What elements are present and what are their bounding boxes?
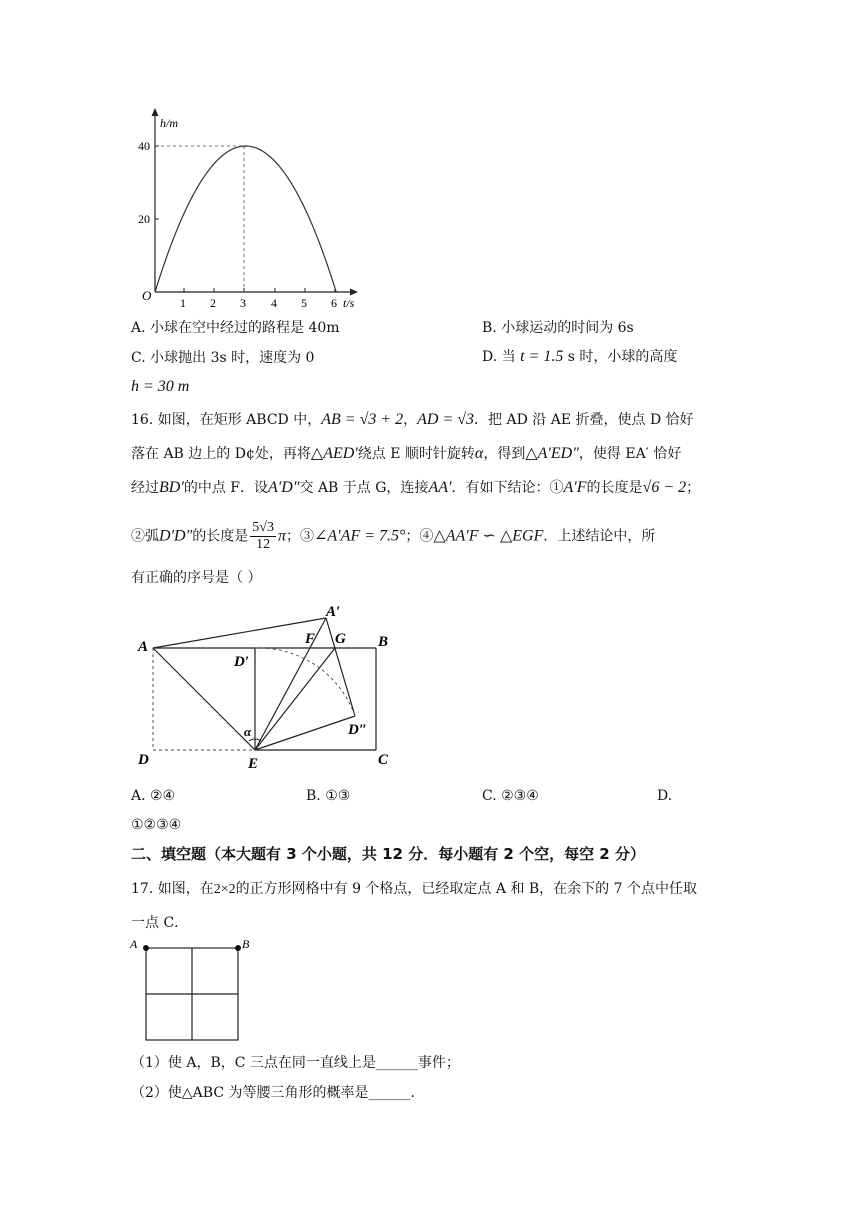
q16-math: A′D″ (268, 479, 300, 496)
q16-option-a: A. ②④ (131, 788, 176, 804)
rectangle-fold-figure (130, 598, 400, 770)
q16-text: 经过 (131, 480, 159, 496)
label-a: A (138, 639, 149, 655)
q16-math: △AA′F ∽ △EGF (433, 527, 544, 545)
x-tick-3: 3 (240, 296, 246, 310)
label-f: F (305, 631, 316, 647)
label-g: G (335, 631, 346, 647)
y-axis-arrow (152, 108, 159, 116)
q16-option-c: C. ②③④ (482, 788, 539, 804)
q16-math: AA′ (428, 479, 452, 496)
q16-math-ab: AB = √3 + 2 (321, 411, 404, 428)
q15-option-d-math: t = 1.5 (520, 348, 564, 365)
q16-text: 的长度是 (192, 528, 249, 545)
label-c: C (378, 752, 389, 768)
q16-text: 落在 AB 边上的 D¢处，再将 (131, 446, 311, 462)
q16-text: ．上述结论中，所 (543, 528, 656, 545)
q16-line-3 (131, 478, 700, 498)
q15-option-b: B. 小球运动的时间为 6s (482, 320, 634, 336)
height-time-graph (130, 100, 370, 310)
label-d-prime: D′ (234, 654, 250, 670)
point-a (143, 945, 149, 951)
q16-line-2 (131, 444, 681, 464)
q16-text: ．把 AD 沿 AE 折叠，使点 D 恰好 (474, 412, 694, 428)
q15-option-d-suffix: s 时，小球的高度 (567, 349, 678, 365)
q16-text: 16. 如图，在矩形 ABCD 中， (131, 412, 322, 428)
q16-text: 交 AB 于点 G，连接 (299, 480, 429, 496)
q17-line-1 (131, 879, 697, 900)
grid-label-a: A (130, 937, 138, 951)
label-d: D (138, 752, 149, 768)
q16-text: ；③ (285, 528, 314, 545)
q16-text: ，使得 EA′ 恰好 (578, 446, 682, 462)
origin-label: O (142, 288, 152, 303)
q17-sub-1: （1）使 A，B，C 三点在同一直线上是______事件； (131, 1055, 460, 1071)
x-tick-6: 6 (331, 296, 337, 310)
q16-math-alpha: α (474, 445, 484, 462)
section-heading: 二、填空题（本大题有 3 个小题，共 12 分．每小题有 2 个空，每空 2 分） (131, 845, 645, 863)
fraction-denominator: 12 (256, 537, 271, 552)
x-tick-5: 5 (301, 296, 307, 310)
label-b: B (378, 634, 389, 650)
parabola-curve (155, 146, 336, 292)
y-tick-20: 20 (138, 212, 150, 226)
q15-option-d-continued: h = 30 m (131, 378, 190, 395)
q16-math-pi: π (277, 527, 286, 545)
y-tick-40: 40 (138, 139, 150, 153)
q17-text: 17. 如图，在 (131, 881, 214, 897)
point-b (235, 945, 241, 951)
label-e: E (248, 756, 259, 770)
q15-option-d-prefix: D. 当 (482, 349, 516, 365)
q16-fraction (250, 520, 276, 553)
q16-math: △A′ED″ (525, 445, 579, 462)
label-a-prime: A′ (326, 604, 341, 620)
q17-line-2: 一点 C． (131, 915, 189, 931)
q17-text: 的正方形网格中有 9 个格点，已经取定点 A 和 B，在余下的 7 个点中任取 (235, 881, 697, 897)
x-axis-arrow (350, 289, 358, 296)
q16-line-4 (131, 520, 655, 552)
q17-math: 2×2 (213, 882, 236, 897)
q16-option-d-continued: ①②③④ (131, 817, 182, 833)
label-alpha: α (244, 724, 252, 739)
x-axis-label: t/s (343, 296, 355, 310)
q16-text: 的长度是 (586, 480, 643, 496)
q16-math: √6 − 2 (642, 479, 687, 496)
x-tick-1: 1 (180, 296, 186, 310)
x-tick-4: 4 (271, 296, 277, 310)
fraction-numerator: 5√3 (252, 520, 274, 535)
q16-math: D′D″ (159, 527, 193, 545)
grid-label-b: B (242, 937, 250, 951)
q16-math: △AED′ (310, 445, 358, 462)
q15-option-d (482, 347, 677, 367)
q16-line-1 (131, 410, 694, 430)
q16-text: ，得到 (483, 446, 526, 462)
q16-text: 绕点 E 顺时针旋转 (357, 446, 475, 462)
q15-option-a: A. 小球在空中经过的路程是 40m (131, 320, 340, 336)
q16-option-d: D. (657, 788, 673, 804)
q16-text: 的中点 F．设 (183, 480, 268, 496)
q16-text: ②弧 (131, 528, 159, 545)
y-axis-label: h/m (160, 116, 178, 130)
q16-math-ad: AD = √3 (417, 411, 475, 428)
q16-math: BD′ (159, 479, 184, 496)
label-d-double-prime: D″ (348, 722, 368, 738)
q16-text: ； (686, 480, 701, 496)
q16-line-5: 有正确的序号是（ ） (131, 570, 262, 586)
q16-math: ∠A′AF = 7.5° (313, 527, 406, 545)
q16-option-b: B. ①③ (306, 788, 351, 804)
x-tick-2: 2 (210, 296, 216, 310)
grid-figure (126, 934, 256, 1046)
q16-math: A′F (563, 479, 587, 496)
q16-text: ， (403, 412, 418, 428)
q16-text: ；④ (405, 528, 434, 545)
q16-text: ．有如下结论：① (451, 480, 564, 496)
q15-option-c: C. 小球抛出 3s 时，速度为 0 (131, 350, 315, 366)
q17-sub-2: （2）使△ABC 为等腰三角形的概率是______． (131, 1085, 425, 1101)
